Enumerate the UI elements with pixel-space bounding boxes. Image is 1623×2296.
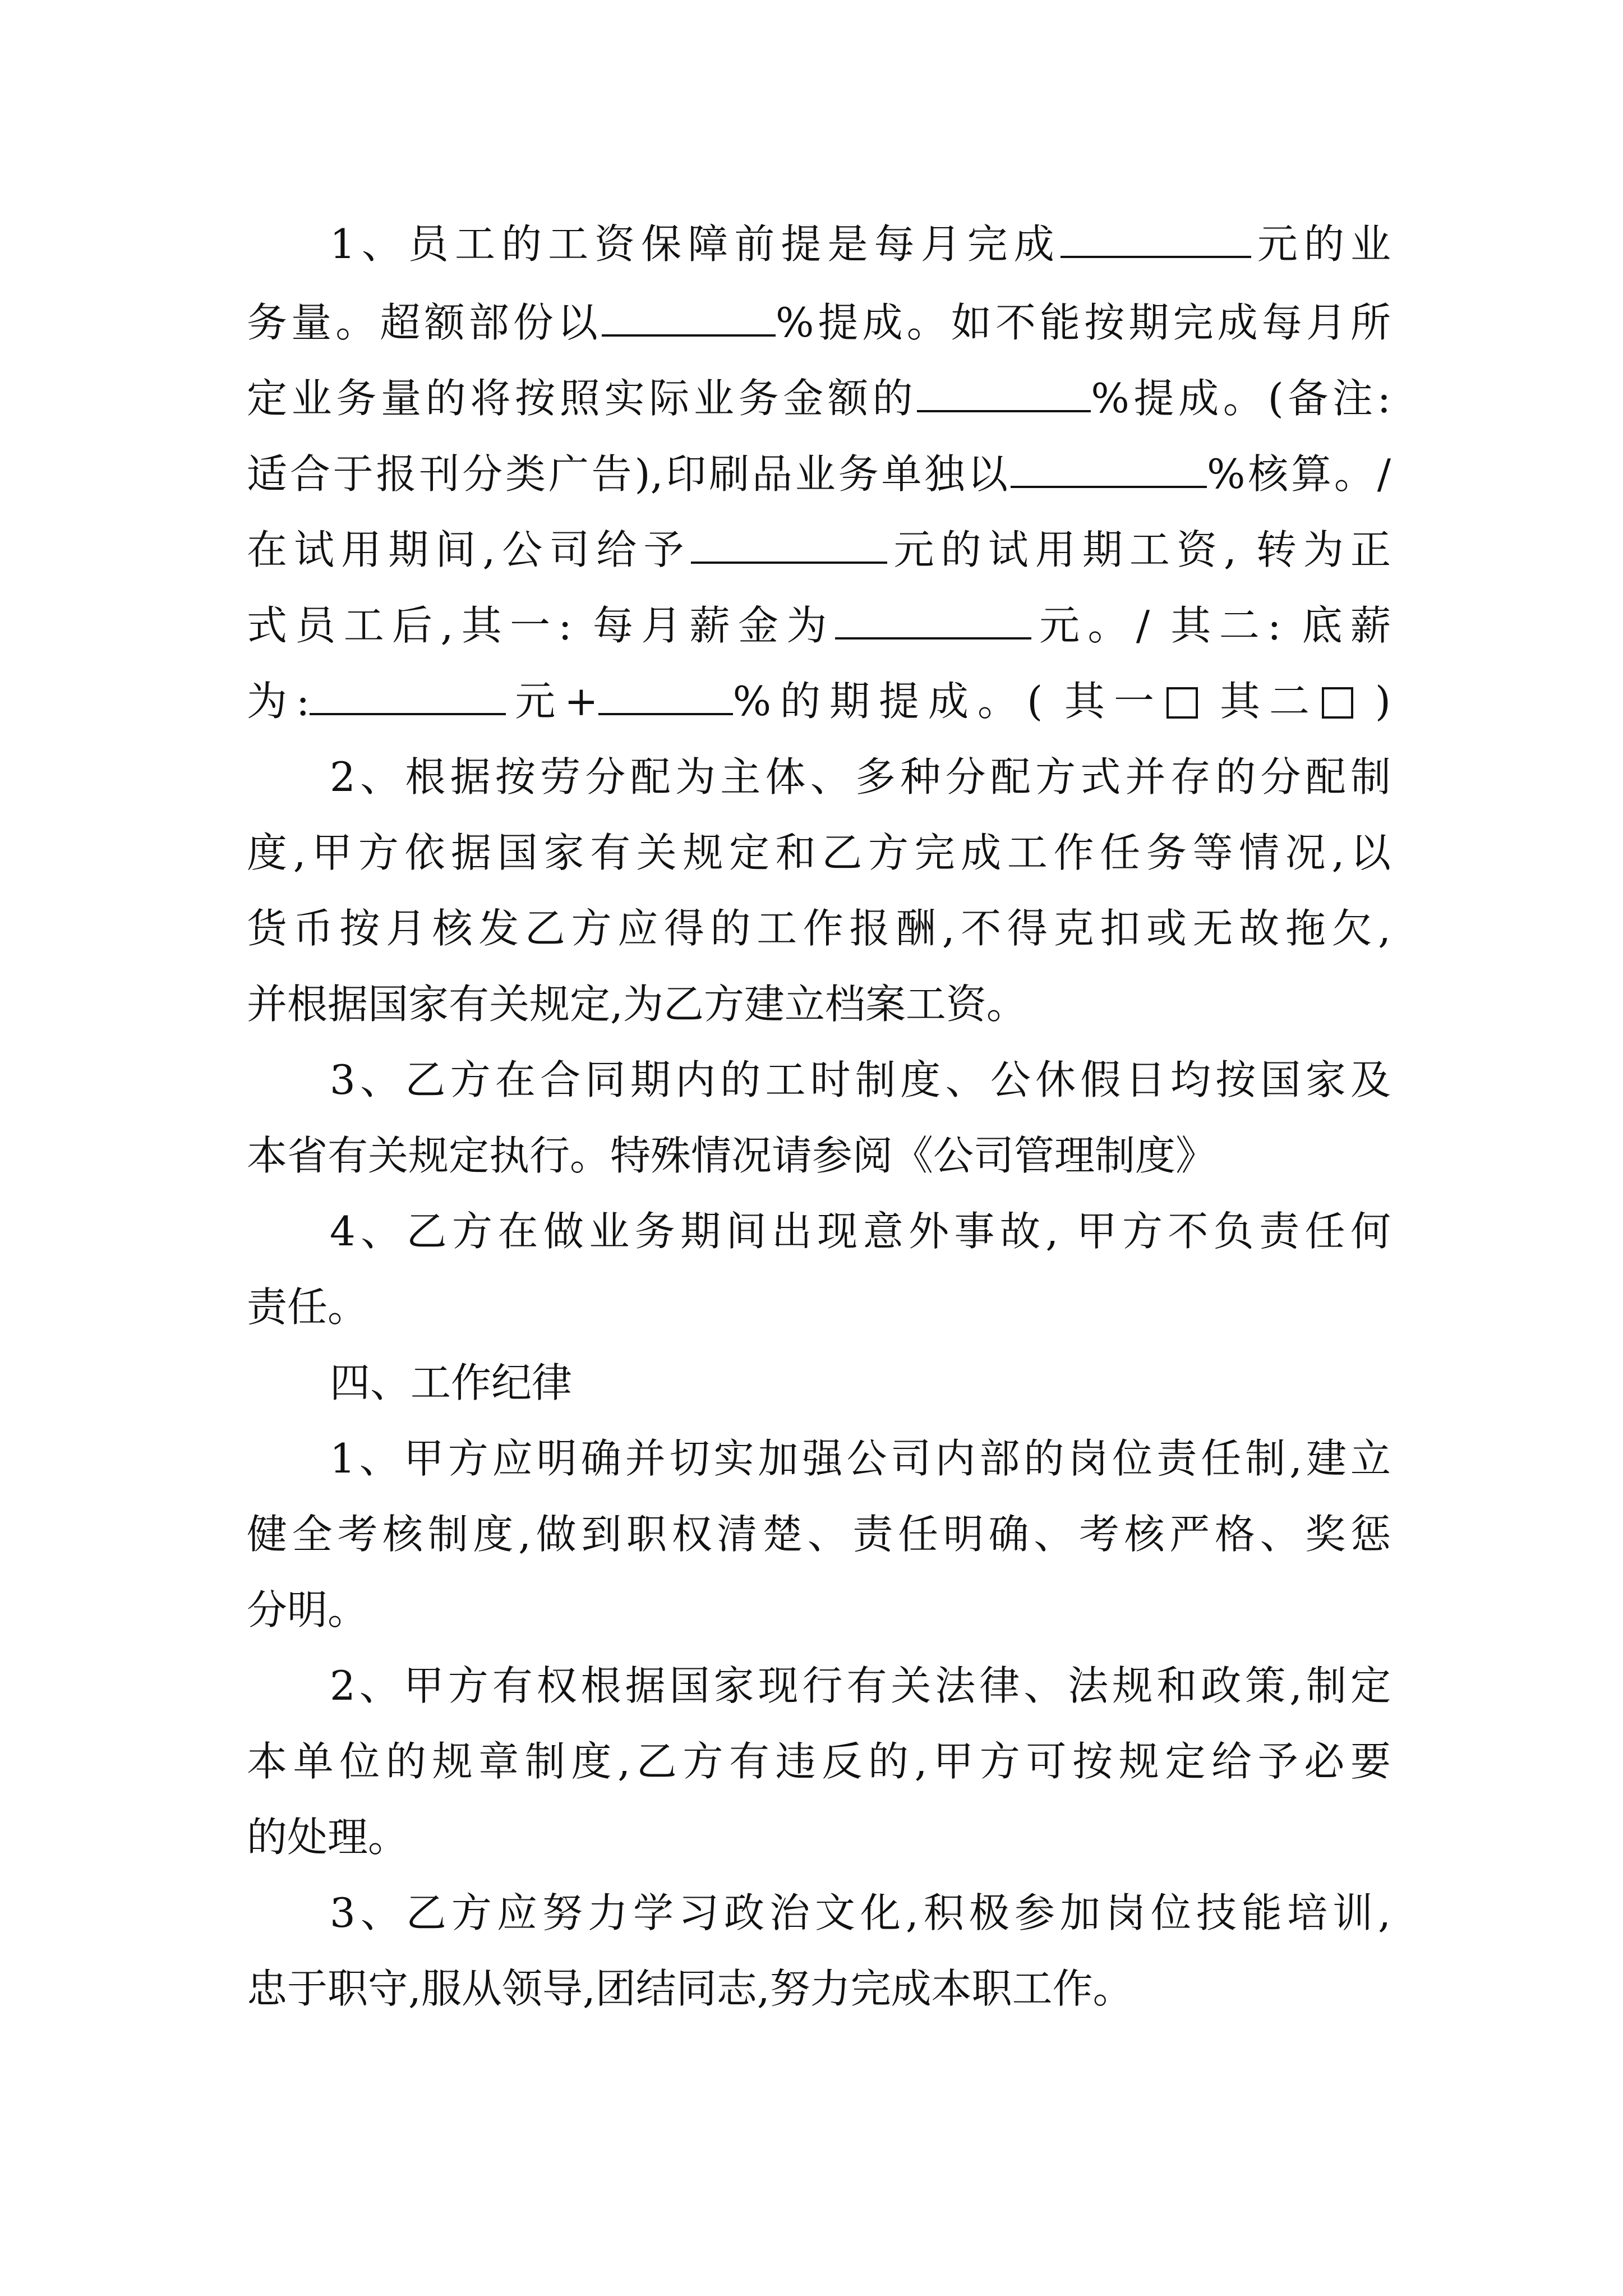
p2-line-2: 度,甲方依据国家有关规定和乙方完成工作任务等情况,以 xyxy=(247,829,1391,876)
fill-blank[interactable] xyxy=(835,598,1031,639)
p2-line-4: 并根据国家有关规定,为乙方建立档案工资。 xyxy=(247,981,1027,1028)
p1-text: %的期提成。( 其一 xyxy=(732,678,1164,725)
p6-line-1: 2、甲方有权根据国家现行有关法律、法规和政策,制定 xyxy=(330,1662,1391,1709)
p1-text: 1、员工的工资保障前提是每月完成 xyxy=(330,220,1061,268)
fill-blank[interactable] xyxy=(602,295,776,337)
fill-blank[interactable] xyxy=(1061,217,1251,258)
p1-text: 元的试用期工资, 转为正 xyxy=(887,526,1391,573)
p1-text: %核算。/ xyxy=(1206,450,1391,498)
fill-blank[interactable] xyxy=(691,522,887,564)
option-2-checkbox[interactable] xyxy=(1322,687,1353,719)
p1-line-4 xyxy=(247,446,1391,502)
p1-line-6 xyxy=(247,597,1391,654)
p5-line-2: 健全考核制度,做到职权清楚、责任明确、考核严格、奖惩 xyxy=(247,1511,1391,1558)
p1-text: 其二 xyxy=(1198,678,1318,725)
p1-text: 元+ xyxy=(506,678,598,725)
p7-line-2: 忠于职守,服从领导,团结同志,努力完成本职工作。 xyxy=(247,1965,1133,2012)
p3-line-2: 本省有关规定执行。特殊情况请参阅《公司管理制度》 xyxy=(247,1132,1216,1179)
p1-line-1 xyxy=(330,216,1391,272)
p1-text: ) xyxy=(1353,678,1391,725)
fill-blank[interactable] xyxy=(310,674,506,715)
section-heading: 四、工作纪律 xyxy=(330,1359,573,1406)
option-1-checkbox[interactable] xyxy=(1166,687,1198,719)
p1-line-3 xyxy=(247,370,1391,426)
p1-line-7 xyxy=(247,673,1391,729)
p1-text: 务量。超额部份以 xyxy=(247,299,602,346)
p7-line-1: 3、乙方应努力学习政治文化,积极参加岗位技能培训, xyxy=(330,1889,1391,1936)
fill-blank[interactable] xyxy=(917,371,1091,412)
p1-text: 式员工后,其一: 每月薪金为 xyxy=(247,602,835,649)
p1-text: 在试用期间,公司给予 xyxy=(247,526,691,573)
fill-blank[interactable] xyxy=(598,674,733,715)
p1-text: 元的业 xyxy=(1251,220,1391,268)
p2-line-3: 货币按月核发乙方应得的工作报酬,不得克扣或无故拖欠, xyxy=(247,905,1391,952)
p1-text: %提成。如不能按期完成每月所 xyxy=(775,299,1391,346)
p1-line-2 xyxy=(247,295,1391,351)
p6-line-2: 本单位的规章制度,乙方有违反的,甲方可按规定给予必要 xyxy=(247,1738,1391,1785)
p1-line-5 xyxy=(247,522,1391,578)
p1-text: 元。/ 其二: 底薪 xyxy=(1031,602,1391,649)
fill-blank[interactable] xyxy=(1011,447,1207,488)
p1-text: %提成。(备注: xyxy=(1091,375,1391,422)
p6-line-3: 的处理。 xyxy=(247,1814,409,1861)
p5-line-1: 1、甲方应明确并切实加强公司内部的岗位责任制,建立 xyxy=(330,1435,1391,1482)
p2-line-1: 2、根据按劳分配为主体、多种分配方式并存的分配制 xyxy=(330,753,1391,800)
p4-line-2: 责任。 xyxy=(247,1283,368,1331)
p5-line-3: 分明。 xyxy=(247,1586,368,1634)
p1-text: 适合于报刊分类广告),印刷品业务单独以 xyxy=(247,450,1011,498)
p1-text: 为: xyxy=(247,678,310,725)
p1-text: 定业务量的将按照实际业务金额的 xyxy=(247,375,917,422)
p4-line-1: 4、乙方在做业务期间出现意外事故, 甲方不负责任何 xyxy=(330,1208,1391,1255)
p3-line-1: 3、乙方在合同期内的工时制度、公休假日均按国家及 xyxy=(330,1056,1391,1103)
